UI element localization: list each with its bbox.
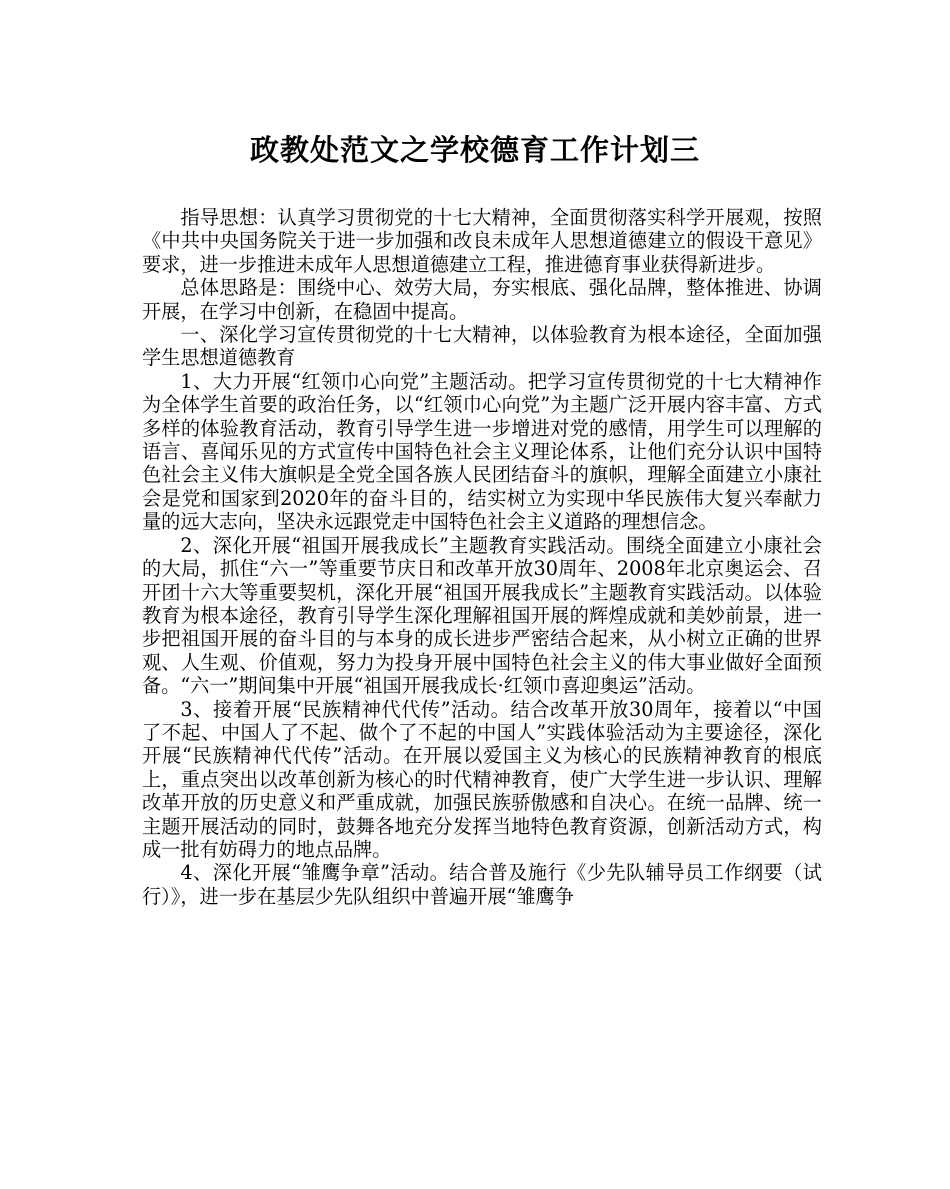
section-heading-1: 一、深化学习宣传贯彻党的十七大精神，以体验教育为根本途径，全面加强学生思想道德教育 (142, 323, 822, 370)
paragraph-item-3: 3、接着开展“民族精神代代传”活动。结合改革开放30周年，接着以“中国了不起、中国人了不起、做个了不起的中国人”实践体验活动为主要途径，深化开展“民族精神代代传”活动。在开展以爱国主义为核心的民族精神教育的根底上，重点突出以改革创新为核心的时代精神教育，使广大学生进一步认识、理解改革开放的历史意义和严重成就，加强民族骄傲感和自决心。在统一品牌、统一主题开展活动的同时，鼓舞各地充分发挥当地特色教育资源，创新活动方式，构成一批有妨碍力的地点品牌。 (142, 697, 822, 861)
document-body (142, 206, 822, 908)
paragraph-item-4: 4、深化开展“雏鹰争章”活动。结合普及施行《少先队辅导员工作纲要（试行）》，进一步在基层少先队组织中普遍开展“雏鹰争 (142, 861, 822, 908)
paragraph-item-1: 1、大力开展“红领巾心向党”主题活动。把学习宣传贯彻党的十七大精神作为全体学生首要的政治任务，以“红领巾心向党”为主题广泛开展内容丰富、方式多样的体验教育活动，教育引导学生进一步增进对党的感情，用学生可以理解的语言、喜闻乐见的方式宣传中国特色社会主义理论体系，让他们充分认识中国特色社会主义伟大旗帜是全党全国各族人民团结奋斗的旗帜，理解全面建立小康社会是党和国家到2020年的奋斗目的，结实树立为实现中华民族伟大复兴奉献力量的远大志向，坚决永远跟党走中国特色社会主义道路的理想信念。 (142, 369, 822, 534)
paragraph-item-2: 2、深化开展“祖国开展我成长”主题教育实践活动。围绕全面建立小康社会的大局，抓住“六一”等重要节庆日和改革开放30周年、2008年北京奥运会、召开团十六大等重要契机，深化开展“祖国开展我成长”主题教育实践活动。以体验教育为根本途径，教育引导学生深化理解祖国开展的辉煌成就和美妙前景，进一步把祖国开展的奋斗目的与本身的成长进步严密结合起来，从小树立正确的世界观、人生观、价值观，努力为投身开展中国特色社会主义的伟大事业做好全面预备。“六一”期间集中开展“祖国开展我成长·红领巾喜迎奥运”活动。 (142, 533, 822, 698)
paragraph-guiding-thought: 指导思想：认真学习贯彻党的十七大精神，全面贯彻落实科学开展观，按照《中共中央国务院关于进一步加强和改良未成年人思想道德建立的假设干意见》要求，进一步推进未成年人思想道德建立工程，推进德育事业获得新进步。 (142, 206, 822, 276)
document-title: 政教处范文之学校德育工作计划三 (249, 133, 700, 167)
paragraph-overall-approach: 总体思路是：围绕中心、效劳大局，夯实根底、强化品牌，整体推进、协调开展，在学习中创新，在稳固中提高。 (142, 276, 822, 323)
